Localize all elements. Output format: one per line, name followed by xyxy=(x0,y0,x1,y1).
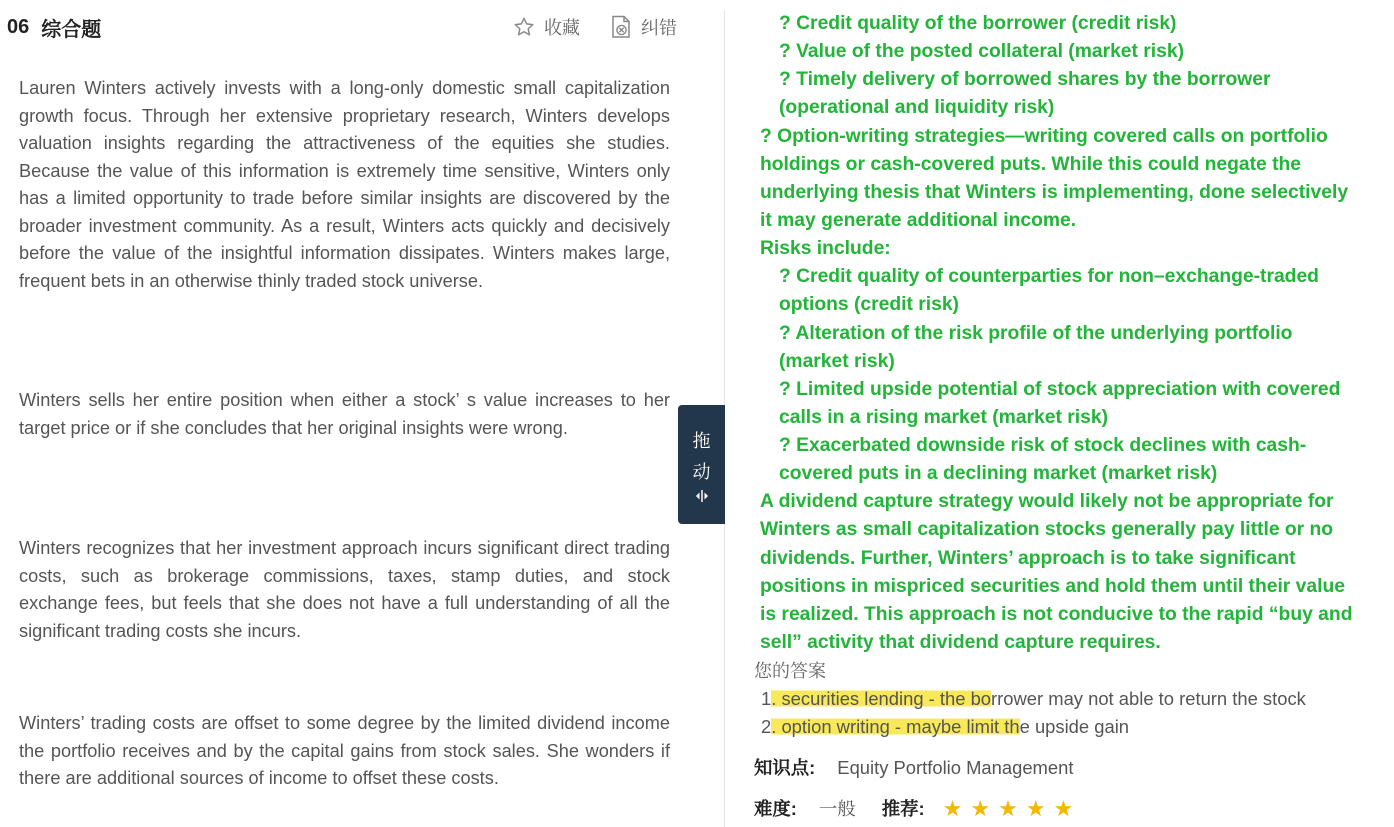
solution-line: ? Limited upside potential of stock appreciation with covered xyxy=(779,379,1341,400)
your-answer-line xyxy=(761,686,1306,712)
question-number: 06 xyxy=(7,15,30,38)
report-label: 纠错 xyxy=(641,18,677,38)
question-paragraph: Winters’ trading costs are offset to some degree by the limited dividend income the portfolio receives and by the capital gains from stock sales. She wonders if there are additional sources of income to offset these costs. xyxy=(19,713,670,788)
star-filled-icon: ★ xyxy=(1025,796,1046,821)
solution-line: Risks include: xyxy=(760,238,891,259)
knowledge-point-row xyxy=(754,755,1073,781)
solution-line: it may generate additional income. xyxy=(760,210,1077,231)
difficulty-value: 一般 xyxy=(818,798,856,819)
solution-line: positions in mispriced securities and hold them until their value xyxy=(760,576,1345,597)
solution-line: holdings or cash-covered puts. While this could negate the xyxy=(760,154,1302,175)
solution-line: Winters as small capitalization stocks generally pay little or no xyxy=(760,519,1334,540)
solution-line: ? Timely delivery of borrowed shares by the borrower xyxy=(779,69,1271,90)
solution-line: (operational and liquidity risk) xyxy=(779,97,1055,118)
solution-line: options (credit risk) xyxy=(779,294,959,315)
star-filled-icon: ★ xyxy=(1053,796,1074,821)
question-paragraph: Winters sells her entire position when either a stock’ s value increases to her target price or if she concludes that her original insights were wrong. xyxy=(19,390,670,438)
highlighted-text: . option writing - maybe limit th xyxy=(771,716,1020,737)
question-paragraph: Winters recognizes that her investment approach incurs significant direct trading costs, such as brokerage commissions, taxes, stamp duties, and stock exchange fees, but feels that she does not have a full understanding of all the significant trading costs she incurs. xyxy=(19,538,670,641)
star-filled-icon: ★ xyxy=(998,796,1018,821)
question-paragraph: Lauren Winters actively invests with a long-only domestic small capitalization growth focus. Through her extensive proprietary research, Winters develops valuation insights regarding the attractiveness of the equities she studies. Because the value of this information is extremely time sensitive, Winters only has a limited opportunity to trade before similar insights are discovered by the broader investment community. As a result, Winters acts quickly and decisively before the value of the insightful information dissipates. Winters makes large, frequent bets in an otherwise thinly traded stock universe. xyxy=(19,78,670,291)
rating-stars xyxy=(943,798,1082,820)
report-error-button[interactable] xyxy=(610,14,677,40)
solution-line: calls in a rising market (market risk) xyxy=(779,407,1109,428)
solution-line: is realized. This approach is not conducive to the rapid “buy and xyxy=(760,604,1353,625)
answer-text: e upside gain xyxy=(1019,716,1130,737)
solution-line: underlying thesis that Winters is implementing, done selectively xyxy=(760,182,1349,203)
favorite-button[interactable] xyxy=(513,14,580,40)
drag-label-1: 拖 xyxy=(692,430,711,451)
solution-line: ? Credit quality of the borrower (credit risk) xyxy=(779,13,1177,34)
star-filled-icon: ★ xyxy=(970,796,991,821)
solution-line: ? Alteration of the risk profile of the underlying portfolio xyxy=(779,323,1293,344)
solution-line: ? Value of the posted collateral (market risk) xyxy=(779,41,1185,62)
solution-line: ? Option-writing strategies—writing covered calls on portfolio xyxy=(760,126,1328,147)
solution-line: (market risk) xyxy=(779,351,895,372)
recommend-label: 推荐: xyxy=(881,798,925,819)
answer-number: 1 xyxy=(761,688,772,709)
star-filled-icon: ★ xyxy=(942,796,963,821)
difficulty-row xyxy=(754,796,1081,822)
solution-pane xyxy=(745,0,1385,827)
solution-line: ? Credit quality of counterparties for non–exchange-traded xyxy=(779,266,1319,287)
answer-text: rrower may not able to return the stock xyxy=(991,688,1306,709)
your-answer-line xyxy=(761,714,1129,740)
drag-handle[interactable] xyxy=(678,405,725,524)
question-type: 综合题 xyxy=(41,18,102,41)
document-error-icon xyxy=(610,15,632,39)
split-arrows-icon xyxy=(694,488,710,504)
your-answer-label: 您的答案 xyxy=(754,661,826,681)
highlighted-text: . securities lending - the bo xyxy=(771,688,992,709)
question-header xyxy=(7,14,101,40)
answer-number: 2 xyxy=(761,716,772,737)
favorite-label: 收藏 xyxy=(544,18,580,38)
solution-line: covered puts in a declining market (market risk) xyxy=(779,463,1218,484)
solution-line: sell” activity that dividend capture requires. xyxy=(760,632,1161,653)
knowledge-point-value: Equity Portfolio Management xyxy=(837,757,1074,778)
star-outline-icon xyxy=(513,16,535,38)
solution-line: A dividend capture strategy would likely not be appropriate for xyxy=(760,491,1334,512)
difficulty-label: 难度: xyxy=(754,798,797,819)
drag-label-2: 动 xyxy=(692,461,711,482)
solution-line: ? Exacerbated downside risk of stock declines with cash- xyxy=(779,435,1307,456)
knowledge-point-label: 知识点: xyxy=(754,757,816,778)
solution-line: dividends. Further, Winters’ approach is to take significant xyxy=(760,548,1296,569)
